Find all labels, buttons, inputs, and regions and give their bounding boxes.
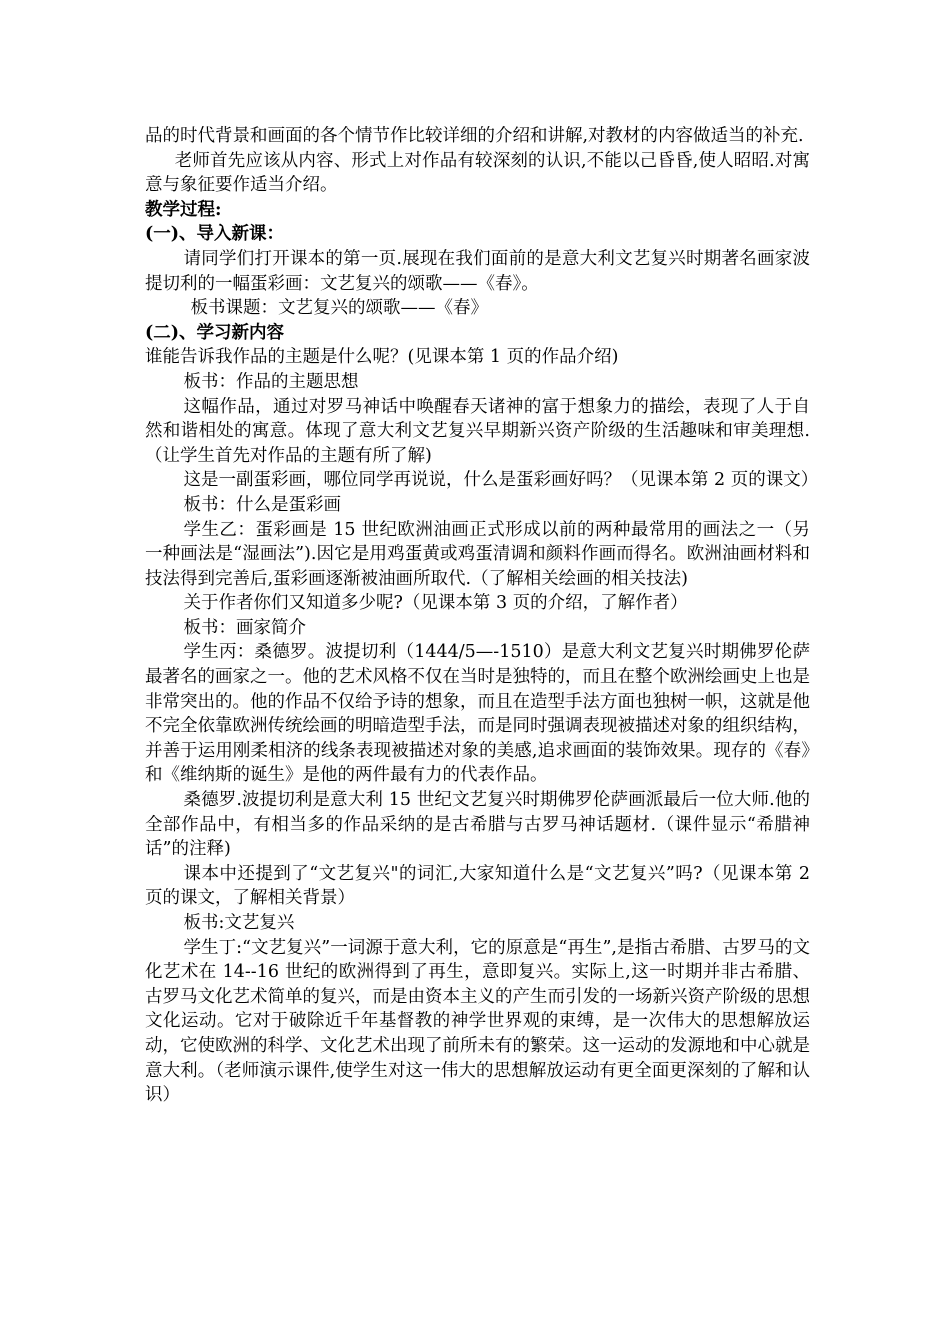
paragraph-board-theme: 板书：作品的主题思想 <box>183 371 359 392</box>
paragraph-student-c: 学生丙：桑德罗。波提切利（1444/5—-1510）是意大利文艺复兴时期佛罗伦萨最著名的画家之一。他的艺术风格不仅在当时是独特的，而且在整个欧洲绘画史上也是非常突出的。他的作品不仅给予诗的想象，而且在造型手法方面也独树一帜，这就是他不完全依靠欧洲传统绘画的明暗造型手法，而是同时强调表现被描述对象的组织结构，并善于运用刚柔相济的线条表现被描述对象的美感,追求画面的装饰效果。现存的《春》和《维纳斯的诞生》是他的两件最有力的代表作品。 <box>145 642 810 786</box>
document-body <box>145 124 819 1108</box>
paragraph-botticelli: 桑德罗.波提切利是意大利 15 世纪文艺复兴时期佛罗伦萨画派最后一位大师.他的全部作品中，有相当多的作品采纳的是古希腊与古罗马神话题材.（课件显示“希腊神话”的注释) <box>145 790 810 860</box>
paragraph-student-d: 学生丁:“文艺复兴”一词源于意大利，它的原意是“再生”,是指古希腊、古罗马的文化艺术在 14--16 世纪的欧洲得到了再生，意即复兴。实际上,这一时期并非古希腊、古罗马文化艺术简单的复兴，而是由资本主义的产生而引发的一场新兴资产阶级的思想文化运动。它对于破除近千年基督教的神学世界观的束缚，是一次伟大的思想解放运动，它使欧洲的科学、文化艺术出现了前所未有的繁荣。这一运动的发源地和中心就是意大利。（老师演示课件,使学生对这一伟大的思想解放运动有更全面更深刻的了解和认识） <box>145 937 810 1106</box>
paragraph-teacher-note: 老师首先应该从内容、形式上对作品有较深刻的认识,不能以己昏昏,使人昭昭.对寓意与象征要作适当介绍。 <box>145 150 810 196</box>
paragraph-board-renaissance: 板书:文艺复兴 <box>183 913 295 933</box>
paragraph-question-renaissance: 课本中还提到了“文艺复兴"的词汇,大家知道什么是“文艺复兴”吗?（见课本第 2 页的课文，了解相关背景） <box>145 863 810 909</box>
paragraph-theme-description: 这幅作品，通过对罗马神话中唤醒春天诸神的富于想象力的描绘，表现了人于自然和谐相处的寓意。体现了意大利文艺复兴早期新兴资产阶级的生活趣味和审美理想.（让学生首先对作品的主题有所了解) <box>145 396 810 466</box>
paragraph-intro-text: 请同学们打开课本的第一页.展现在我们面前的是意大利文艺复兴时期著名画家波提切利的一幅蛋彩画：文艺复兴的颂歌——《春》。 <box>145 248 810 294</box>
paragraph-board-author: 板书：画家简介 <box>183 617 306 638</box>
paragraph-question-author: 关于作者你们又知道多少呢?（见课本第 3 页的介绍，了解作者） <box>183 593 688 614</box>
heading-new-content: (二)、学习新内容 <box>145 322 285 343</box>
paragraph-board-title: 板书课题：文艺复兴的颂歌——《春》 <box>190 298 488 319</box>
paragraph-question-theme: 谁能告诉我作品的主题是什么呢？(见课本第 1 页的作品介绍) <box>145 347 619 368</box>
paragraph-student-b: 学生乙：蛋彩画是 15 世纪欧洲油画正式形成以前的两种最常用的画法之一（另一种画法是“湿画法”).因它是用鸡蛋黄或鸡蛋清调和颜料作画而得名。欧洲油画材料和技法得到完善后,蛋彩画逐渐被油画所取代.（了解相关绘画的相关技法) <box>145 519 810 589</box>
paragraph-question-tempera: 这是一副蛋彩画，哪位同学再说说，什么是蛋彩画好吗？（见课本第 2 页的课文） <box>183 470 819 491</box>
heading-introduction: (一)、导入新课： <box>145 224 285 245</box>
paragraph-continuation: 品的时代背景和画面的各个情节作比较详细的介绍和讲解,对教材的内容做适当的补充. <box>145 126 804 146</box>
paragraph-board-tempera: 板书：什么是蛋彩画 <box>183 494 341 515</box>
heading-teaching-process: 教学过程: <box>145 199 222 220</box>
